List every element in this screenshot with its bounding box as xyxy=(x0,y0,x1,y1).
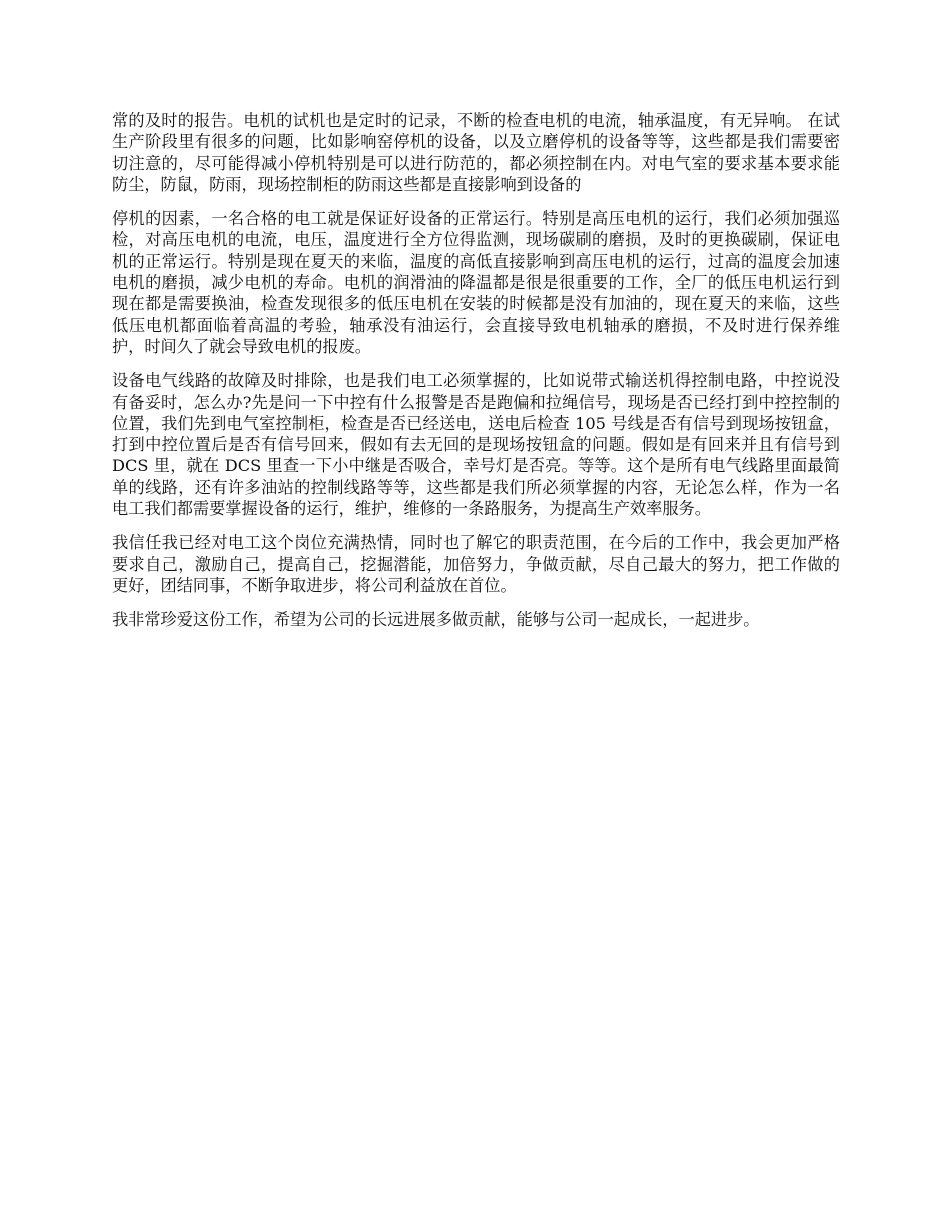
paragraph-2: 停机的因素，一名合格的电工就是保证好设备的正常运行。特别是高压电机的运行，我们必须加强巡检，对高压电机的电流，电压，温度进行全方位得监测，现场碳刷的磨损，及时的更换碳刷，保证电机的正常运行。特别是现在夏天的来临，温度的高低直接影响到高压电机的运行，过高的温度会加速电机的磨损，减少电机的寿命。电机的润滑油的降温都是很是很重要的工作，全厂的低压电机运行到现在都是需要换油，检查发现很多的低压电机在安装的时候都是没有加油的，现在夏天的来临，这些低压电机都面临着高温的考验，轴承没有油运行，会直接导致电机轴承的磨损，不及时进行保养维护，时间久了就会导致电机的报废。 xyxy=(112,209,840,356)
paragraph-3: 设备电气线路的故障及时排除，也是我们电工必须掌握的，比如说带式输送机得控制电路，中控说没有备妥时，怎么办?先是问一下中控有什么报警是否是跑偏和拉绳信号，现场是否已经打到中控控制的位置，我们先到电气室控制柜，检查是否已经送电，送电后检查 105 号线是否有信号到现场按钮盒，打到中控位置后是否有信号回来，假如有去无回的是现场按钮盒的问题。假如是有回来并且有信号到 DCS 里，就在 DCS 里查一下小中继是否吸合，幸号灯是否亮。等等。这个是所有电气线路里面最简单的线路，还有许多油站的控制线路等等，这些都是我们所必须掌握的内容，无论怎么样，作为一名电工我们都需要掌握设备的运行，维护，维修的一条路服务，为提高生产效率服务。 xyxy=(112,371,840,519)
document-page xyxy=(112,110,840,644)
paragraph-1: 常的及时的报告。电机的试机也是定时的记录，不断的检查电机的电流，轴承温度，有无异响。 在试生产阶段里有很多的问题，比如影响窑停机的设备，以及立磨停机的设备等等，这些都是我们需要密切注意的，尽可能得减小停机特别是可以进行防范的，都必须控制在内。对电气室的要求基本要求能防尘，防鼠，防雨，现场控制柜的防雨这些都是直接影响到设备的 xyxy=(112,111,840,194)
paragraph-4: 我信任我已经对电工这个岗位充满热情，同时也了解它的职责范围，在今后的工作中，我会更加严格要求自己，激励自己，提高自己，挖掘潜能，加倍努力，争做贡献，尽自己最大的努力，把工作做的更好，团结同事，不断争取进步，将公司利益放在首位。 xyxy=(112,533,840,595)
paragraph-5: 我非常珍爱这份工作，希望为公司的长远进展多做贡献，能够与公司一起成长，一起进步。 xyxy=(112,610,760,630)
